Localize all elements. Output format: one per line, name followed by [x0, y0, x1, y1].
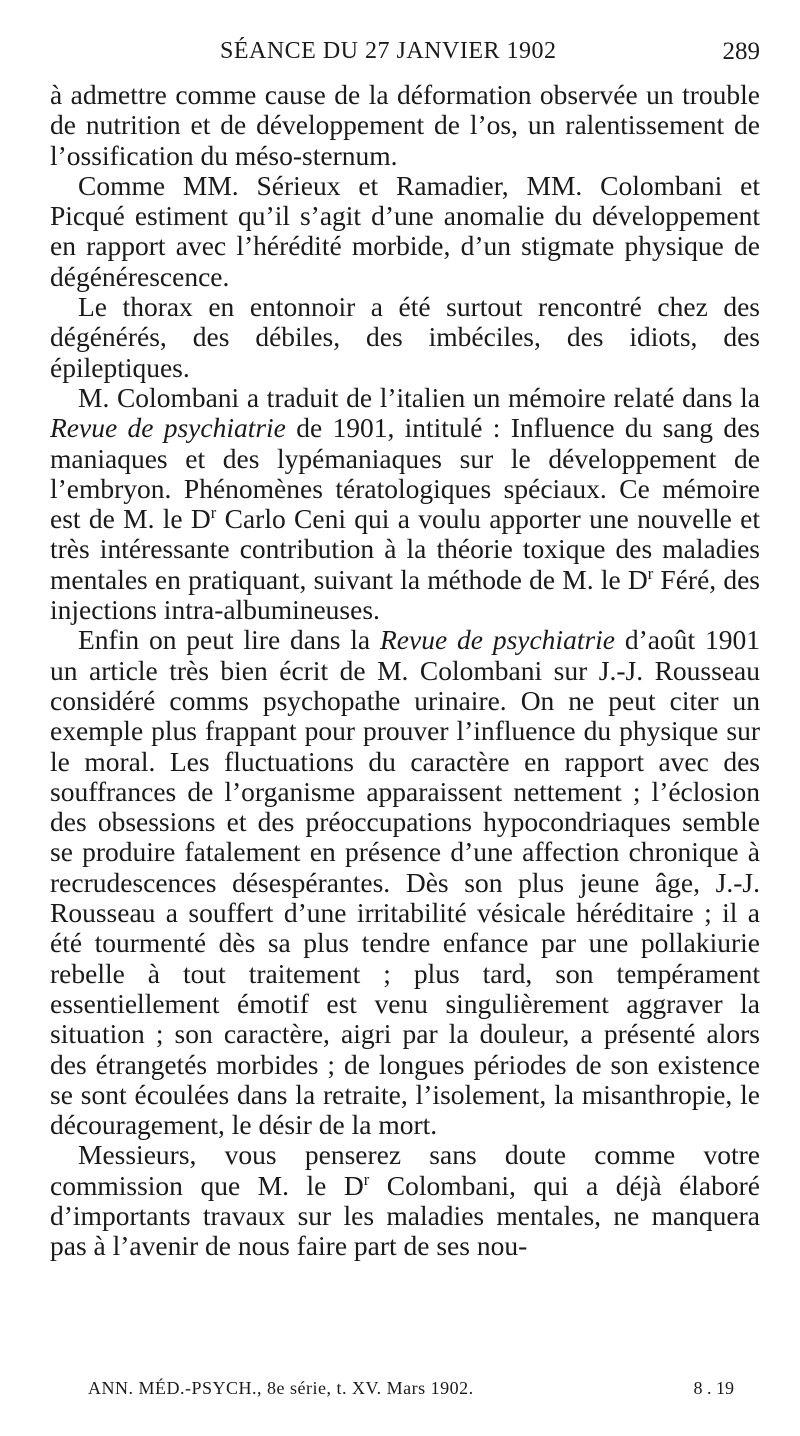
paragraph-1 [50, 80, 760, 171]
text-run: Messieurs, vous penserez sans doute comme votre commission que M. le D [50, 1139, 760, 1201]
text-run: à admettre comme cause de la déformation observée un trouble de nutrition et de développement de l’os, un ralentissement de l’ossification du méso-sternum. [50, 79, 760, 171]
text-run: d’août 1901 un article très bien écrit de M. Colombani sur J.-J. Rousseau considéré comms psychopathe urinaire. On ne peut citer un exemple plus frappant pour prouver l’influence du physique sur le moral. Les fluctuations du caractère en rapport avec des souffrances de l’organisme apparaissent nettement ; l’éclosion des obsessions et des préoccupations hypocondriaques semble se produire fatalement en présence d’une affection chronique à recrudescences désespérantes. Dès son plus jeune âge, J.-J. Rousseau a souffert d’une irritabilité vésicale héréditaire ; il a été tourmenté dès sa plus tendre enfance par une pollakiurie rebelle à tout traitement ; plus tard, son tempérament essentiellement émotif est venu singulièrement aggraver la situation ; son caractère, aigri par la douleur, a présenté alors des étrangetés morbides ; de longues périodes de son existence se sont écoulées dans la retraite, l’isolement, la misanthropie, le découragement, le désir de la mort. [50, 624, 760, 1141]
text-run: Le thorax en entonnoir a été surtout rencontré chez des dégénérés, des débiles, des imbéciles, des idiots, des épileptiques. [50, 291, 760, 383]
text-run: Carlo Ceni qui a voulu apporter une nouvelle et très intéressante contribution à la théorie toxique des maladies mentales en pratiquant, suivant la méthode de M. le D [50, 503, 760, 595]
text-run: M. Colombani a traduit de l’italien un mémoire relaté dans la [78, 381, 760, 413]
page-number: 289 [722, 38, 760, 65]
text-run: Colombani, qui a déjà élaboré d’importants travaux sur les maladies mentales, ne manquera pas à l’avenir de nous faire part de ses nou- [50, 1169, 760, 1262]
paragraph-5 [50, 625, 760, 1140]
paragraph-3 [50, 292, 760, 383]
body-text [50, 80, 760, 1262]
page-footer [60, 1378, 740, 1408]
page-header [60, 38, 760, 78]
running-head: SÉANCE DU 27 JANVIER 1902 [220, 38, 557, 64]
paragraph-2 [50, 171, 760, 292]
paragraph-4 [50, 383, 760, 625]
paragraph-6 [50, 1140, 760, 1261]
journal-title: Revue de psychiatrie [379, 624, 616, 656]
journal-title: Revue de psychiatrie [50, 412, 286, 444]
footer-signature: 8 . 19 [693, 1378, 734, 1398]
text-run: Féré, des injections intra-albumineuses. [50, 563, 760, 626]
text-run: de 1901, intitulé : Influence du sang des maniaques et des lypémaniaques sur le développement de l’embryon. Phénomènes tératologiques spéciaux. Ce mémoire est de M. le D [50, 412, 760, 535]
text-run: Comme MM. Sérieux et Ramadier, MM. Colombani et Picqué estiment qu’il s’agit d’une anomalie du développement en rapport avec l’hérédité morbide, d’un stigmate physique de dégénérescence. [50, 169, 760, 292]
superscript: r [363, 1169, 370, 1189]
superscript: r [210, 503, 217, 522]
text-run: Enfin on peut lire dans la [78, 624, 380, 656]
footer-reference: ANN. MÉD.-PSYCH., 8e série, t. XV. Mars 1902. [88, 1378, 474, 1398]
superscript: r [647, 563, 654, 583]
